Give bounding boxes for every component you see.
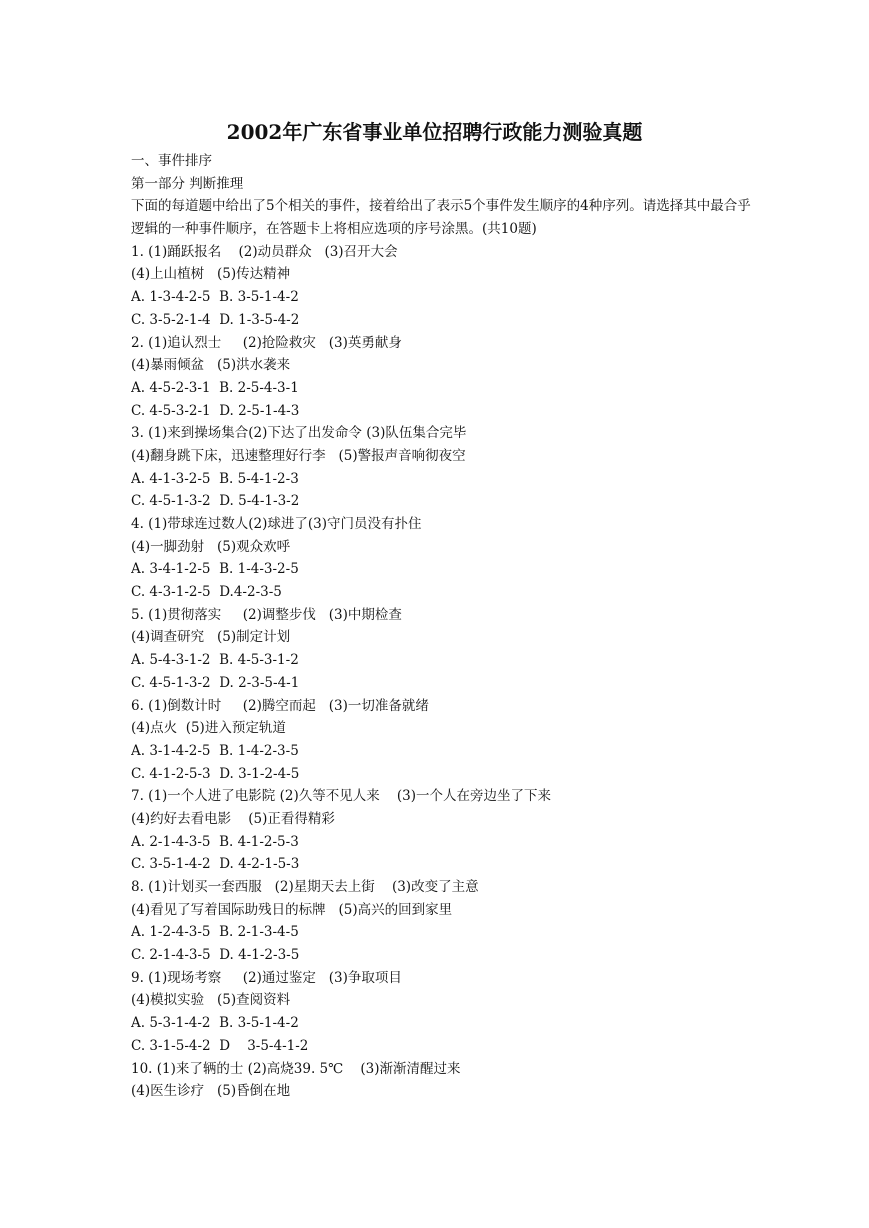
- question-options-cd: C. 4-3-1-2-5 D.4-2-3-5: [131, 584, 282, 601]
- question-item: [131, 422, 751, 513]
- question-events-line2: (4)医生诊疗 (5)昏倒在地: [131, 1083, 291, 1100]
- question-item: [131, 1058, 751, 1103]
- instructions-paragraph: 下面的每道题中给出了5个相关的事件，接着给出了表示5个事件发生顺序的4种序列。请选择其中最合乎逻辑的一种事件顺序，在答题卡上将相应选项的序号涂黑。(共10题): [131, 198, 751, 238]
- question-events-line1: 9. (1)现场考察 (2)通过鉴定 (3)争取项目: [131, 969, 402, 986]
- question-options-ab: A. 4-5-2-3-1 B. 2-5-4-3-1: [131, 379, 299, 396]
- question-options-cd: C. 4-5-3-2-1 D. 2-5-1-4-3: [131, 402, 300, 419]
- question-events-line2: (4)暴雨倾盆 (5)洪水袭来: [131, 357, 291, 374]
- question-events-line2: (4)约好去看电影 (5)正看得精彩: [131, 810, 335, 827]
- question-options-cd: C. 3-5-2-1-4 D. 1-3-5-4-2: [131, 311, 300, 328]
- question-options-ab: A. 2-1-4-3-5 B. 4-1-2-5-3: [131, 833, 299, 850]
- question-events-line1: 4. (1)带球连过数人(2)球进了(3)守门员没有扑住: [131, 516, 422, 533]
- question-item: [131, 785, 751, 876]
- document-title: 2002年广东省事业单位招聘行政能力测验真题: [226, 120, 643, 144]
- question-options-cd: C. 3-1-5-4-2 D 3-5-4-1-2: [131, 1037, 309, 1054]
- question-options-ab: A. 5-3-1-4-2 B. 3-5-1-4-2: [131, 1015, 299, 1032]
- question-options-ab: A. 1-3-4-2-5 B. 3-5-1-4-2: [131, 289, 299, 306]
- question-list: [131, 241, 751, 1103]
- question-events-line1: 3. (1)来到操场集合(2)下达了出发命令 (3)队伍集合完毕: [131, 425, 467, 442]
- question-item: [131, 604, 751, 695]
- question-options-ab: A. 3-4-1-2-5 B. 1-4-3-2-5: [131, 561, 299, 578]
- question-events-line2: (4)看见了写着国际助残日的标牌 (5)高兴的回到家里: [131, 901, 453, 918]
- question-options-cd: C. 4-1-2-5-3 D. 3-1-2-4-5: [131, 765, 300, 782]
- question-options-ab: A. 1-2-4-3-5 B. 2-1-3-4-5: [131, 924, 299, 941]
- question-item: [131, 513, 751, 604]
- question-item: [131, 967, 751, 1058]
- question-events-line1: 1. (1)踊跃报名 (2)动员群众 (3)召开大会: [131, 243, 398, 260]
- question-item: [131, 695, 751, 786]
- question-item: [131, 332, 751, 423]
- question-item: [131, 876, 751, 967]
- question-options-cd: C. 4-5-1-3-2 D. 2-3-5-4-1: [131, 674, 300, 691]
- question-events-line1: 7. (1)一个人进了电影院 (2)久等不见人来 (3)一个人在旁边坐了下来: [131, 788, 551, 805]
- question-options-cd: C. 4-5-1-3-2 D. 5-4-1-3-2: [131, 493, 300, 510]
- question-events-line2: (4)模拟实验 (5)查阅资料: [131, 992, 291, 1009]
- question-options-ab: A. 4-1-3-2-5 B. 5-4-1-2-3: [131, 470, 299, 487]
- question-events-line2: (4)上山植树 (5)传达精神: [131, 266, 291, 283]
- question-options-ab: A. 3-1-4-2-5 B. 1-4-2-3-5: [131, 742, 299, 759]
- question-events-line1: 6. (1)倒数计时 (2)腾空而起 (3)一切准备就绪: [131, 697, 429, 714]
- question-events-line2: (4)点火 (5)进入预定轨道: [131, 720, 286, 737]
- part-heading: 第一部分 判断推理: [131, 175, 244, 192]
- question-events-line2: (4)一脚劲射 (5)观众欢呼: [131, 538, 291, 555]
- question-events-line1: 5. (1)贯彻落实 (2)调整步伐 (3)中期检查: [131, 606, 402, 623]
- question-events-line2: (4)调查研究 (5)制定计划: [131, 629, 291, 646]
- question-item: [131, 241, 751, 332]
- question-options-ab: A. 5-4-3-1-2 B. 4-5-3-1-2: [131, 652, 299, 669]
- question-events-line1: 2. (1)追认烈士 (2)抢险救灾 (3)英勇献身: [131, 334, 402, 351]
- question-events-line1: 8. (1)计划买一套西服 (2)星期天去上街 (3)改变了主意: [131, 879, 479, 896]
- section-heading: 一、事件排序: [131, 153, 212, 169]
- question-options-cd: C. 2-1-4-3-5 D. 4-1-2-3-5: [131, 947, 300, 964]
- question-events-line1: 10. (1)来了辆的士 (2)高烧39. 5℃ (3)渐渐清醒过来: [131, 1060, 461, 1077]
- question-options-cd: C. 3-5-1-4-2 D. 4-2-1-5-3: [131, 856, 300, 873]
- document-body: [131, 150, 751, 1103]
- question-events-line2: (4)翻身跳下床，迅速整理好行李 (5)警报声音响彻夜空: [131, 447, 466, 464]
